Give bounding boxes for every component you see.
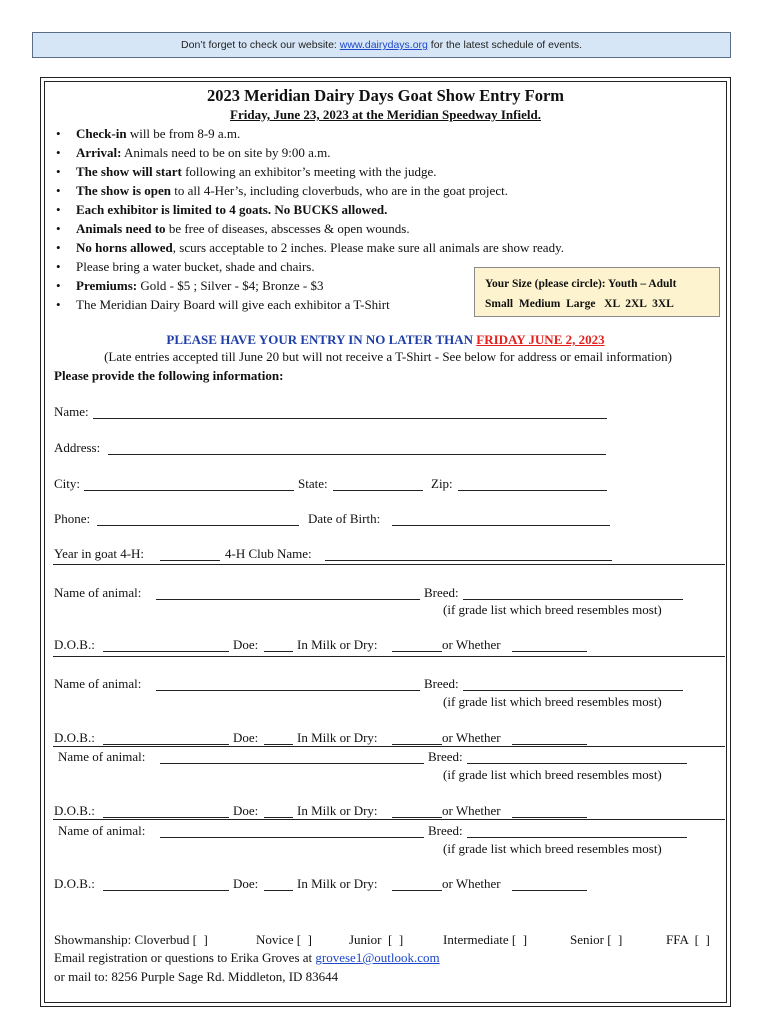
whether-label: or Whether <box>442 730 501 745</box>
city-label: City: <box>54 476 81 491</box>
dob-field[interactable] <box>392 525 610 526</box>
doe-label: Doe: <box>233 637 259 652</box>
animal-name-label: Name of animal: <box>58 823 146 838</box>
animal-dob-field[interactable] <box>103 817 229 818</box>
animal-dob-label: D.O.B.: <box>54 730 95 745</box>
animal-dob-label: D.O.B.: <box>54 876 95 891</box>
rule-item: • The show is open to all 4-Her’s, including cloverbuds, who are in the goat project. <box>76 182 564 201</box>
doe-field[interactable] <box>264 817 293 818</box>
rule-item: • Each exhibitor is limited to 4 goats. No BUCKS allowed. <box>76 201 564 220</box>
animal-name-field[interactable] <box>156 599 420 600</box>
milk-field[interactable] <box>392 744 442 745</box>
milk-field[interactable] <box>392 890 442 891</box>
whether-field[interactable] <box>512 744 587 745</box>
whether-label: or Whether <box>442 803 501 818</box>
milk-label: In Milk or Dry: <box>297 637 378 652</box>
website-link[interactable]: www.dairydays.org <box>339 39 428 51</box>
animal-name-label: Name of animal: <box>54 676 142 691</box>
showmanship-intermediate[interactable]: Intermediate [ ] <box>443 932 528 947</box>
address-label: Address: <box>54 440 101 455</box>
name-field[interactable] <box>93 418 607 419</box>
breed-label: Breed: <box>424 676 459 691</box>
grade-note: (if grade list which breed resembles most) <box>443 841 662 856</box>
whether-label: or Whether <box>442 876 501 891</box>
animal-name-field[interactable] <box>160 763 424 764</box>
address-field[interactable] <box>108 454 606 455</box>
club-field[interactable] <box>325 560 612 561</box>
year-label: Year in goat 4-H: <box>54 546 145 561</box>
milk-field[interactable] <box>392 817 442 818</box>
website-banner <box>32 32 731 58</box>
milk-label: In Milk or Dry: <box>297 803 378 818</box>
rule-item: • The show will start following an exhibitor’s meeting with the judge. <box>76 163 564 182</box>
zip-label: Zip: <box>431 476 453 491</box>
animal-dob-field[interactable] <box>103 744 229 745</box>
email-line: Email registration or questions to Erika Groves at grovese1@outlook.com <box>54 950 440 965</box>
doe-field[interactable] <box>264 651 293 652</box>
form-title: 2023 Meridian Dairy Days Goat Show Entry Form <box>206 86 565 105</box>
late-entry-note: (Late entries accepted till June 20 but will not receive a T-Shirt - See below for address or email information) <box>104 349 672 364</box>
rule-item: • No horns allowed, scurs acceptable to 2 inches. Please make sure all animals are show ready. <box>76 239 564 258</box>
showmanship-ffa[interactable]: FFA [ ] <box>666 932 710 947</box>
city-field[interactable] <box>84 490 294 491</box>
animal-name-label: Name of animal: <box>54 585 142 600</box>
rule-item: • The Meridian Dairy Board will give each exhibitor a T-Shirt <box>76 296 564 315</box>
state-field[interactable] <box>333 490 423 491</box>
breed-label: Breed: <box>428 823 463 838</box>
rule-item: • Please bring a water bucket, shade and chairs. <box>76 258 564 277</box>
deadline-notice: PLEASE HAVE YOUR ENTRY IN NO LATER THAN FRIDAY JUNE 2, 2023 <box>166 332 605 347</box>
showmanship-junior[interactable]: Junior [ ] <box>349 932 404 947</box>
email-link[interactable]: grovese1@outlook.com <box>315 950 440 965</box>
animal-name-label: Name of animal: <box>58 749 146 764</box>
doe-label: Doe: <box>233 876 259 891</box>
size-options[interactable]: Small Medium Large XL 2XL 3XL <box>485 298 674 310</box>
animal-dob-field[interactable] <box>103 890 229 891</box>
section-divider <box>53 564 725 565</box>
section-divider <box>53 656 725 657</box>
breed-label: Breed: <box>428 749 463 764</box>
whether-label: or Whether <box>442 637 501 652</box>
milk-label: In Milk or Dry: <box>297 876 378 891</box>
animal-name-field[interactable] <box>156 690 420 691</box>
phone-field[interactable] <box>97 525 299 526</box>
name-label: Name: <box>54 404 89 419</box>
breed-field[interactable] <box>467 837 687 838</box>
breed-field[interactable] <box>463 690 683 691</box>
form-subtitle: Friday, June 23, 2023 at the Meridian Speedway Infield. <box>230 107 541 122</box>
whether-field[interactable] <box>512 651 587 652</box>
doe-field[interactable] <box>264 890 293 891</box>
zip-field[interactable] <box>458 490 607 491</box>
breed-field[interactable] <box>467 763 687 764</box>
animal-name-field[interactable] <box>160 837 424 838</box>
showmanship-novice[interactable]: Novice [ ] <box>256 932 312 947</box>
breed-label: Breed: <box>424 585 459 600</box>
showmanship-senior[interactable]: Senior [ ] <box>570 932 623 947</box>
mail-address: or mail to: 8256 Purple Sage Rd. Middleton, ID 83644 <box>54 969 339 984</box>
whether-field[interactable] <box>512 890 587 891</box>
rule-item: • Check-in will be from 8-9 a.m. <box>76 125 564 144</box>
banner-text-before: Don’t forget to check our website: <box>181 39 340 51</box>
grade-note: (if grade list which breed resembles most) <box>443 767 662 782</box>
year-field[interactable] <box>160 560 220 561</box>
animal-dob-field[interactable] <box>103 651 229 652</box>
doe-label: Doe: <box>233 803 259 818</box>
breed-field[interactable] <box>463 599 683 600</box>
phone-label: Phone: <box>54 511 91 526</box>
banner-text-after: for the latest schedule of events. <box>427 39 582 51</box>
section-divider <box>53 819 725 820</box>
animal-dob-label: D.O.B.: <box>54 803 95 818</box>
grade-note: (if grade list which breed resembles most) <box>443 694 662 709</box>
size-prompt: Your Size (please circle): Youth – Adult <box>485 278 677 290</box>
grade-note: (if grade list which breed resembles most) <box>443 602 662 617</box>
dob-label: Date of Birth: <box>308 511 381 526</box>
club-label: 4-H Club Name: <box>225 546 312 561</box>
provide-info-heading: Please provide the following information: <box>54 368 284 383</box>
rule-item: • Arrival: Animals need to be on site by 9:00 a.m. <box>76 144 564 163</box>
showmanship-cloverbud[interactable]: Showmanship: Cloverbud [ ] <box>54 932 208 947</box>
rule-item: • Premiums: Gold - $5 ; Silver - $4; Bronze - $3 <box>76 277 564 296</box>
section-divider <box>53 746 725 747</box>
tshirt-size-box <box>474 267 720 317</box>
state-label: State: <box>298 476 328 491</box>
milk-label: In Milk or Dry: <box>297 730 378 745</box>
animal-dob-label: D.O.B.: <box>54 637 95 652</box>
doe-field[interactable] <box>264 744 293 745</box>
rule-item: • Animals need to be free of diseases, abscesses & open wounds. <box>76 220 564 239</box>
deadline-date: FRIDAY JUNE 2, 2023 <box>476 332 605 347</box>
doe-label: Doe: <box>233 730 259 745</box>
whether-field[interactable] <box>512 817 587 818</box>
milk-field[interactable] <box>392 651 442 652</box>
